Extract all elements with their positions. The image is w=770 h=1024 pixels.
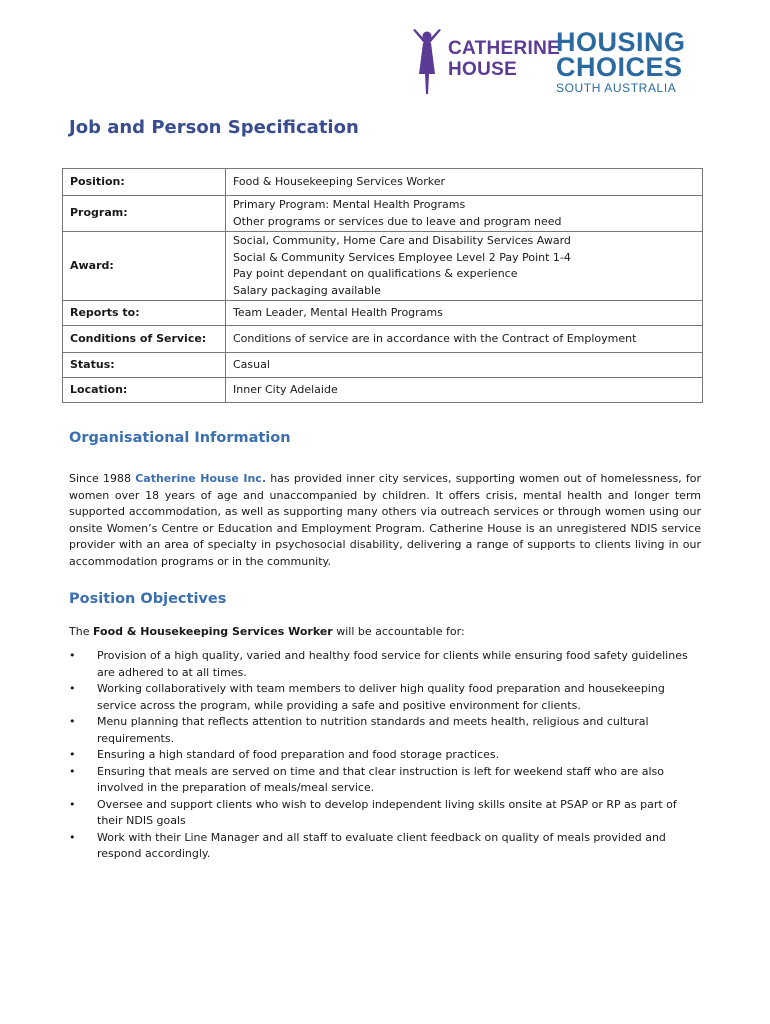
logo-text-line2: HOUSE — [448, 59, 518, 80]
spec-label: Conditions of Service: — [63, 326, 226, 353]
intro-suffix: will be accountable for: — [332, 625, 465, 638]
spec-value-cell — [226, 353, 703, 378]
spec-value: Primary Program: Mental Health Programs — [233, 198, 466, 211]
spec-label: Program: — [63, 196, 226, 232]
spec-value: Social & Community Services Employee Level 2 Pay Point 1-4 — [233, 250, 571, 264]
bullet-icon: • — [69, 797, 76, 811]
spec-value-cell — [226, 301, 703, 326]
spec-label: Status: — [63, 353, 226, 378]
spec-row — [63, 326, 703, 353]
spec-value: Conditions of service are in accordance with the Contract of Employment — [233, 331, 637, 345]
bullet-icon: • — [69, 764, 76, 778]
org-heading: Organisational Information — [69, 430, 291, 446]
objective-text: Menu planning that reflects attention to nutrition standards and meets health, religious and cultural requirements. — [97, 715, 649, 745]
org-name-highlight: Catherine House Inc. — [135, 472, 267, 485]
bullet-icon: • — [69, 682, 76, 695]
objective-text: Oversee and support clients who wish to develop independent living skills onsite at PSAP or RP as part of their NDIS goals — [97, 797, 677, 827]
spec-label: Reports to: — [63, 301, 226, 326]
list-item — [69, 648, 701, 681]
list-item — [69, 681, 701, 714]
bullet-icon: • — [69, 748, 76, 761]
spec-value: Other programs or services due to leave and program need — [233, 214, 562, 228]
logo-text-line1: CATHERINE — [448, 38, 561, 59]
spec-row — [63, 196, 703, 232]
org-paragraph — [69, 471, 701, 570]
logo-text-choices: CHOICES — [556, 52, 683, 82]
spec-value: Inner City Adelaide — [233, 382, 338, 396]
intro-prefix: The — [69, 625, 93, 638]
spec-table — [62, 168, 703, 403]
objective-text: Ensuring that meals are served on time and that clear instruction is left for weekend staff who are also involved in the preparation of meals/meal service. — [97, 764, 664, 794]
objective-text: Working collaboratively with team members to deliver high quality food preparation and housekeeping service across the program, while providing a safe and positive environment for clients. — [97, 682, 665, 712]
spec-value: Casual — [233, 357, 270, 371]
spec-value: Social, Community, Home Care and Disability Services Award — [233, 234, 571, 247]
spec-row — [63, 232, 703, 301]
spec-value: Team Leader, Mental Health Programs — [233, 305, 443, 319]
spec-row — [63, 378, 703, 403]
spec-value: Pay point dependant on qualifications & experience — [233, 267, 518, 280]
spec-value-cell — [226, 196, 703, 232]
spec-row — [63, 301, 703, 326]
spec-label: Location: — [63, 378, 226, 403]
objectives-heading: Position Objectives — [69, 591, 227, 607]
objective-text: Work with their Line Manager and all staff to evaluate client feedback on quality of meals provided and respond accordingly. — [97, 830, 666, 860]
objectives-list — [69, 648, 701, 863]
spec-row — [63, 169, 703, 196]
spec-value: Food & Housekeeping Services Worker — [233, 174, 446, 188]
objective-text: Ensuring a high standard of food preparation and food storage practices. — [97, 748, 500, 761]
spec-label: Position: — [63, 169, 226, 196]
spec-value-cell — [226, 232, 703, 301]
catherine-house-logo — [410, 28, 561, 96]
bullet-icon: • — [69, 830, 76, 844]
spec-row — [63, 353, 703, 378]
bullet-icon: • — [69, 649, 76, 662]
spec-value-cell — [226, 326, 703, 353]
objective-text: Provision of a high quality, varied and healthy food service for clients while ensuring food safety guidelines are adhered to at all times. — [97, 649, 688, 679]
org-text-body: has provided inner city services, supporting women out of homelessness, for women over 18 years of age and unaccompanied by children. It offers crisis, mental health and longer term supported accommodation, as well as supporting many others via outreach services or through women using our onsite Women’s Centre or Education and Employment Program. Catherine House is an unregistered NDIS service provider with an area of specialty in psychosocial disability, delivering a range of supports to clients living in our accommodation programs or in the community. — [69, 472, 701, 568]
objectives-intro — [69, 624, 701, 641]
bullet-icon: • — [69, 715, 76, 728]
list-item — [69, 747, 701, 764]
spec-label: Award: — [63, 232, 226, 301]
logo-text-housing: HOUSING — [556, 27, 686, 57]
list-item — [69, 797, 701, 830]
housing-choices-logo — [556, 27, 696, 95]
list-item — [69, 714, 701, 747]
intro-role-bold: Food & Housekeeping Services Worker — [92, 625, 333, 638]
spec-value: Salary packaging available — [233, 283, 381, 297]
woman-figure-icon — [410, 28, 444, 96]
list-item — [69, 830, 701, 863]
org-text-prefix: Since 1988 — [69, 472, 136, 485]
spec-value-cell — [226, 169, 703, 196]
spec-value-cell — [226, 378, 703, 403]
list-item — [69, 764, 701, 797]
page-title: Job and Person Specification — [69, 117, 359, 138]
logo-text-south-australia: SOUTH AUSTRALIA — [556, 81, 677, 95]
